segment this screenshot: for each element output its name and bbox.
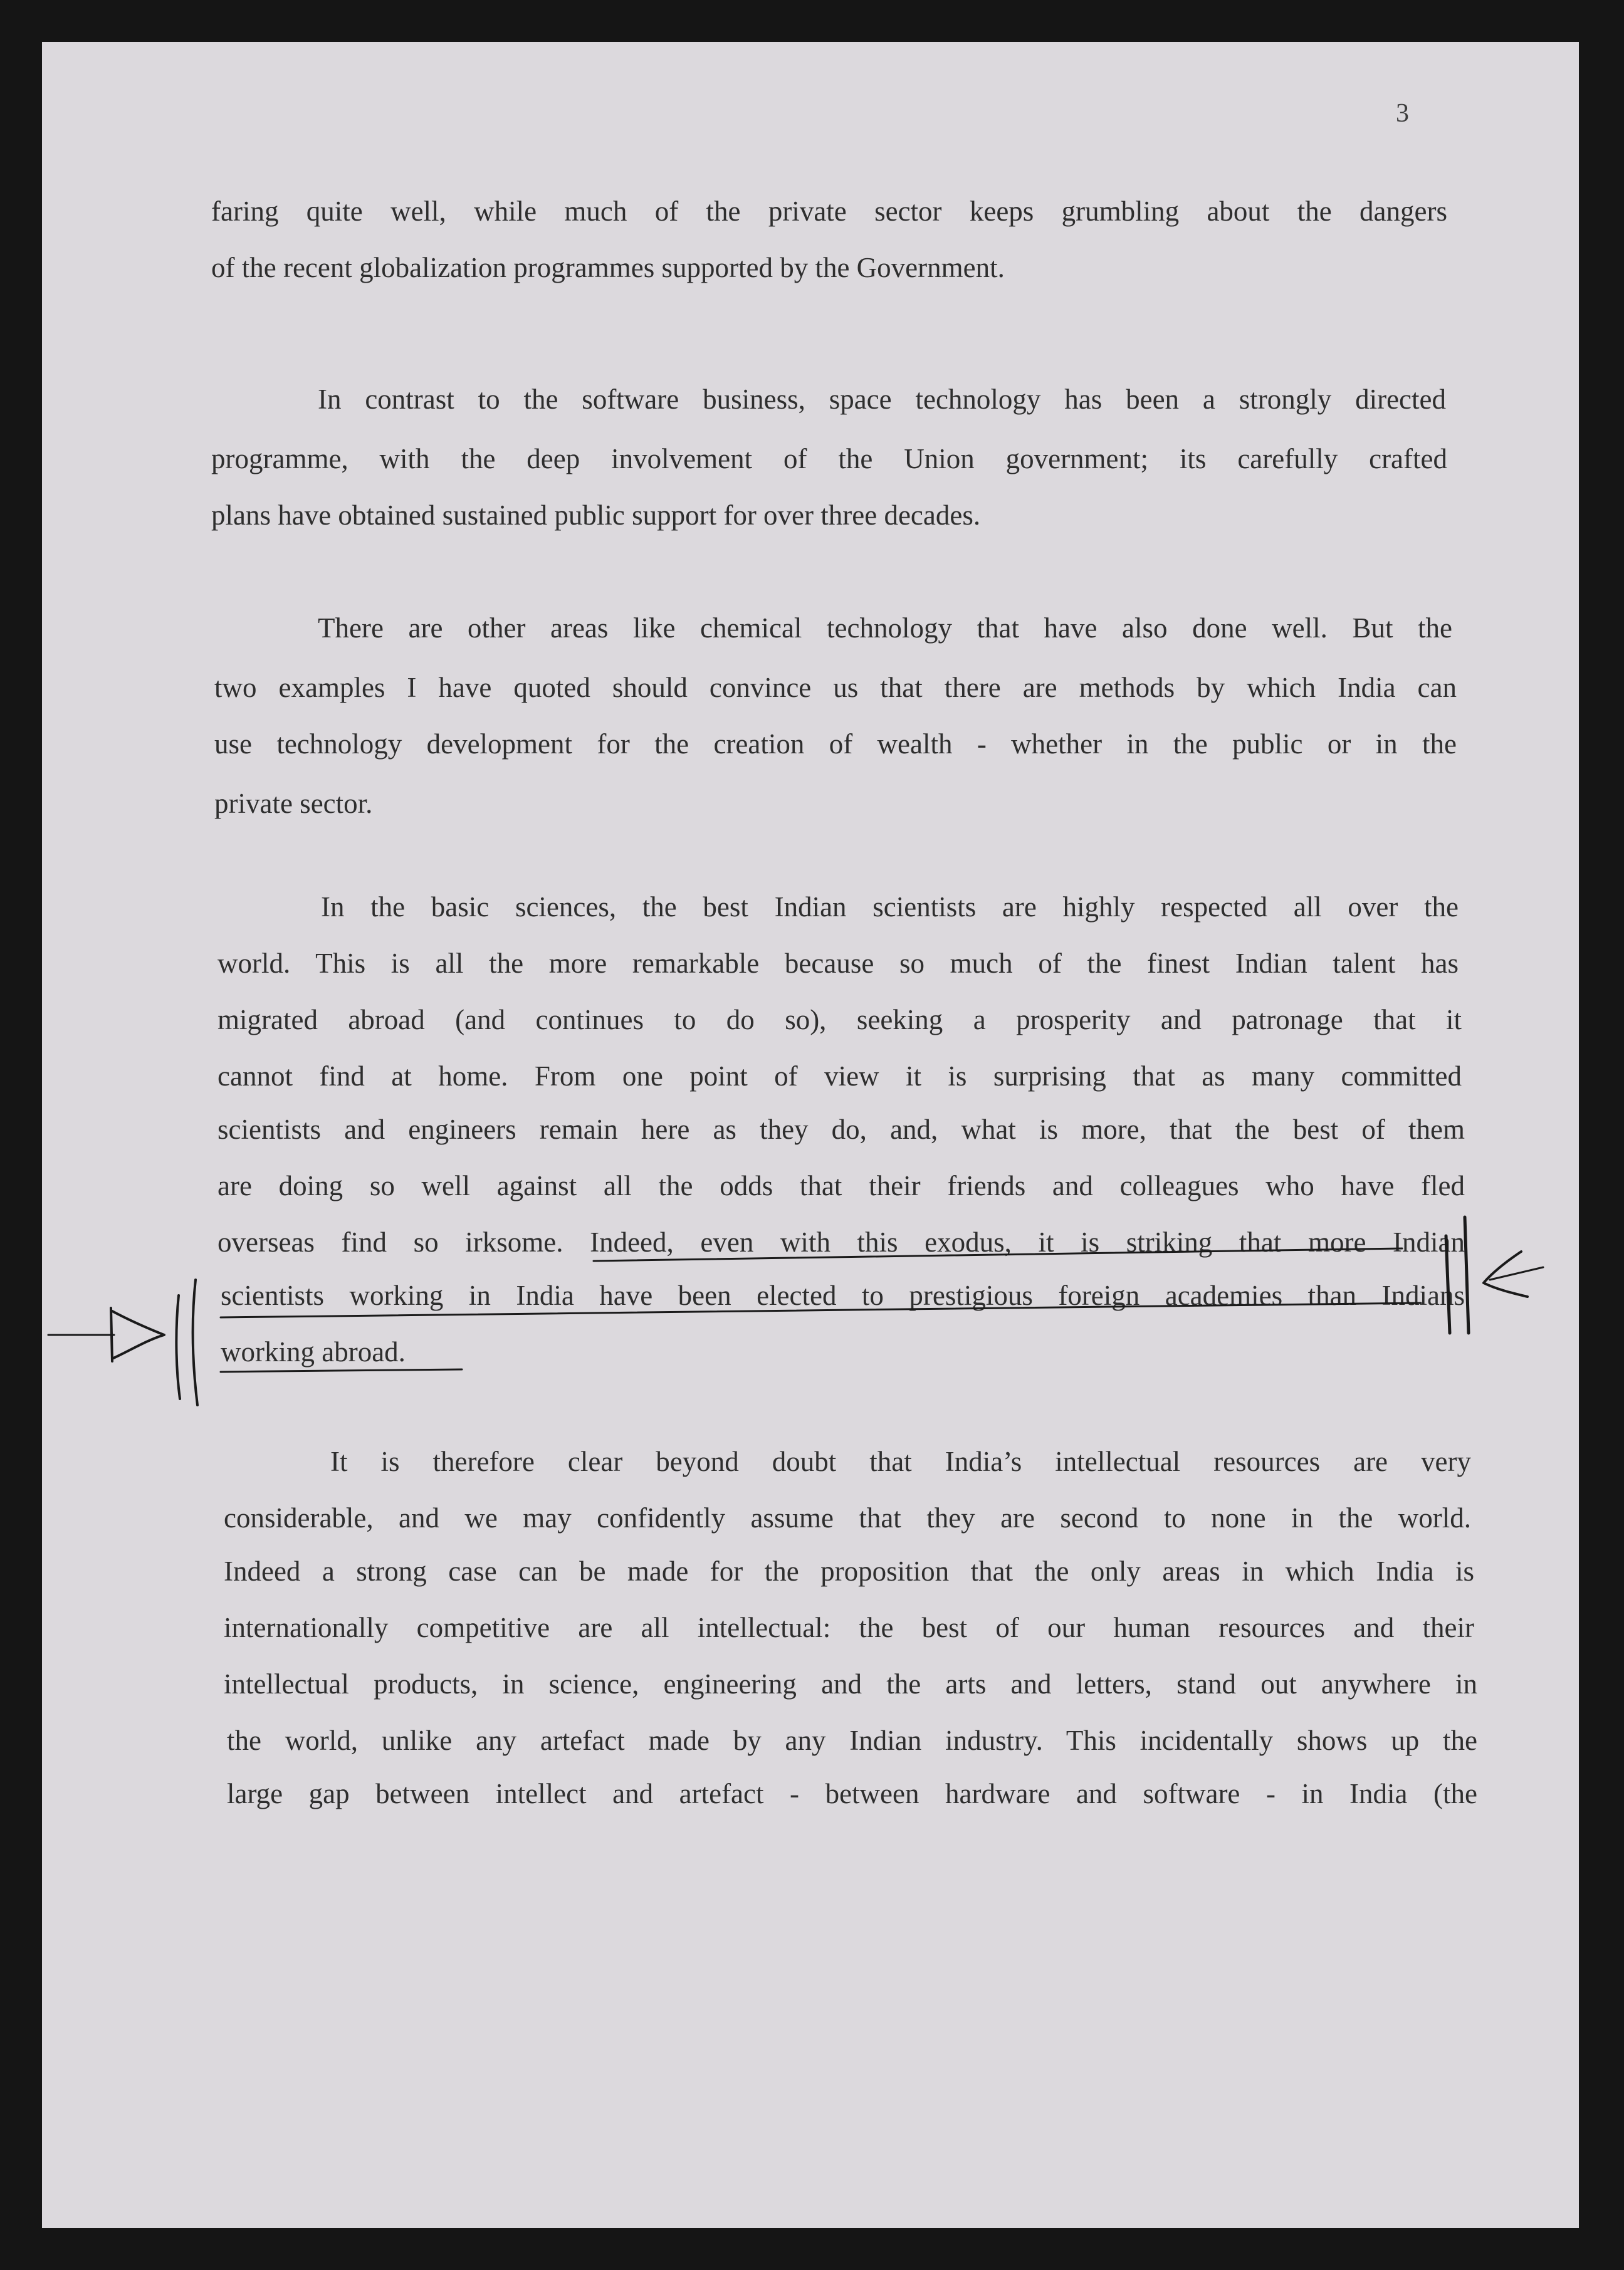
margin-bar-mark: [1465, 1217, 1469, 1333]
text-line: considerable, and we may confidently assume that they are second to none in the world.: [224, 1502, 1471, 1534]
margin-arrow-mark: [112, 1311, 164, 1358]
margin-bar-mark: [193, 1280, 197, 1405]
text-line: the world, unlike any artefact made by any Indian industry. This incidentally shows up the: [227, 1725, 1477, 1756]
margin-bar-mark: [176, 1295, 180, 1399]
margin-bar-mark: [1446, 1236, 1450, 1333]
text-line: intellectual products, in science, engineering and the arts and letters, stand out anywhere in: [224, 1668, 1477, 1700]
text-line: There are other areas like chemical technology that have also done well. But the: [318, 612, 1452, 644]
text-line: cannot find at home. From one point of view it is surprising that as many committed: [217, 1060, 1462, 1092]
text-line: In the basic sciences, the best Indian scientists are highly respected all over the: [321, 891, 1459, 923]
text-line: scientists and engineers remain here as they do, and, what is more, that the best of them: [217, 1114, 1465, 1145]
page-number: 3: [1396, 99, 1409, 128]
margin-arrow-mark: [111, 1308, 112, 1361]
document-page: [42, 42, 1579, 2228]
text-line: private sector.: [214, 788, 373, 819]
handwritten-annotations: [42, 42, 1579, 2228]
text-line: large gap between intellect and artefact - between hardware and software - in India (the: [227, 1778, 1477, 1809]
text-line: working abroad.: [221, 1336, 406, 1368]
underline-mark: [221, 1369, 462, 1372]
underline-mark: [221, 1303, 1421, 1317]
text-line: world. This is all the more remarkable because so much of the finest Indian talent has: [217, 948, 1459, 979]
text-line: migrated abroad (and continues to do so), seeking a prosperity and patronage that it: [217, 1004, 1462, 1035]
text-line: plans have obtained sustained public support for over three decades.: [211, 500, 981, 531]
underline-mark: [594, 1248, 1402, 1261]
text-line: It is therefore clear beyond doubt that India’s intellectual resources are very: [330, 1446, 1471, 1477]
text-line: two examples I have quoted should convince us that there are methods by which India can: [214, 672, 1457, 703]
margin-caret-mark: [1484, 1252, 1527, 1297]
text-line: Indeed a strong case can be made for the proposition that the only areas in which India is: [224, 1556, 1474, 1587]
text-line: use technology development for the creation of wealth - whether in the public or in the: [214, 728, 1457, 760]
text-line: faring quite well, while much of the private sector keeps grumbling about the dangers: [211, 196, 1447, 227]
text-line: of the recent globalization programmes supported by the Government.: [211, 252, 1005, 283]
text-line: are doing so well against all the odds that their friends and colleagues who have fled: [217, 1170, 1465, 1201]
text-line: overseas find so irksome. Indeed, even with this exodus, it is striking that more Indian: [217, 1227, 1465, 1258]
text-line: programme, with the deep involvement of the Union government; its carefully crafted: [211, 443, 1447, 474]
text-line: In contrast to the software business, space technology has been a strongly directed: [318, 384, 1446, 415]
text-line: internationally competitive are all intellectual: the best of our human resources and their: [224, 1612, 1474, 1643]
text-line: scientists working in India have been elected to prestigious foreign academies than Indians: [221, 1280, 1465, 1311]
